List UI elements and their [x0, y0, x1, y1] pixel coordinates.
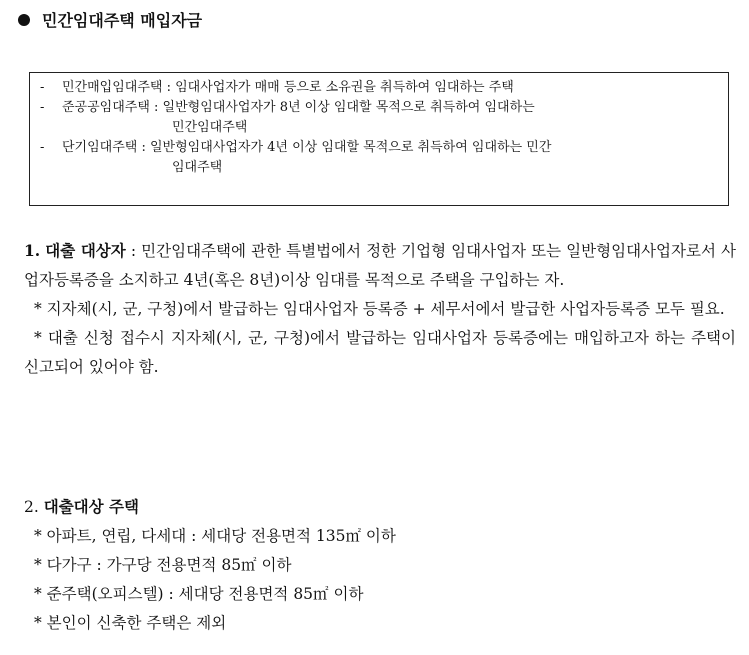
housing-bullet: * 아파트, 연립, 다세대 : 세대당 전용면적 135㎡ 이하 [34, 527, 396, 545]
section-eligible-housing [24, 492, 736, 638]
bullet-dot-icon [18, 14, 30, 26]
housing-bullet: * 준주택(오피스텔) : 세대당 전용면적 85㎡ 이하 [34, 585, 364, 603]
definition-item [40, 138, 718, 158]
eligibility-note: * 대출 신청 접수시 지자체(시, 군, 구청)에서 발급하는 임대사업자 등록증에는 매입하고자 하는 주택이 신고되어 있어야 함. [24, 329, 736, 376]
section-number: 1. [24, 241, 41, 260]
definition-text: 단기임대주택 : 일반형임대사업자가 4년 이상 임대할 목적으로 취득하여 임대하는 민간 [62, 140, 552, 155]
eligibility-paragraph [24, 236, 736, 295]
section-number: 2. [24, 498, 39, 516]
definition-item [40, 78, 718, 98]
definition-continuation: 민간임대주택 [172, 120, 248, 135]
housing-bullet: * 다가구 : 가구당 전용면적 85㎡ 이하 [34, 556, 292, 574]
definition-dash: - [40, 140, 45, 155]
definitions-box [29, 72, 729, 206]
section-label: 대출 대상자 [45, 241, 126, 260]
section-heading [18, 8, 202, 31]
section-loan-eligibility [24, 236, 736, 382]
heading-text: 민간임대주택 매입자금 [42, 11, 203, 30]
section-text: : 민간임대주택에 관한 특별법에서 정한 기업형 임대사업자 또는 일반형임대사업자로서 사업자등록증을 소지하고 4년(혹은 8년)이상 임대를 목적으로 주택을 구입하는 자. [24, 242, 736, 289]
housing-bullet: * 본인이 신축한 주택은 제외 [34, 614, 227, 632]
definition-item [40, 98, 718, 118]
definition-dash: - [40, 80, 45, 95]
section-label: 대출대상 주택 [43, 497, 139, 516]
eligibility-note: * 지자체(시, 군, 구청)에서 발급하는 임대사업자 등록증 + 세무서에서 발급한 사업자등록증 모두 필요. [34, 300, 725, 318]
definition-dash: - [40, 100, 45, 115]
definition-text: 준공공임대주택 : 일반형임대사업자가 8년 이상 임대할 목적으로 취득하여 임대하는 [62, 100, 535, 115]
definition-text: 민간매입임대주택 : 임대사업자가 매매 등으로 소유권을 취득하여 임대하는 주택 [62, 80, 514, 95]
definition-continuation: 임대주택 [172, 160, 223, 175]
section-title [24, 492, 736, 522]
